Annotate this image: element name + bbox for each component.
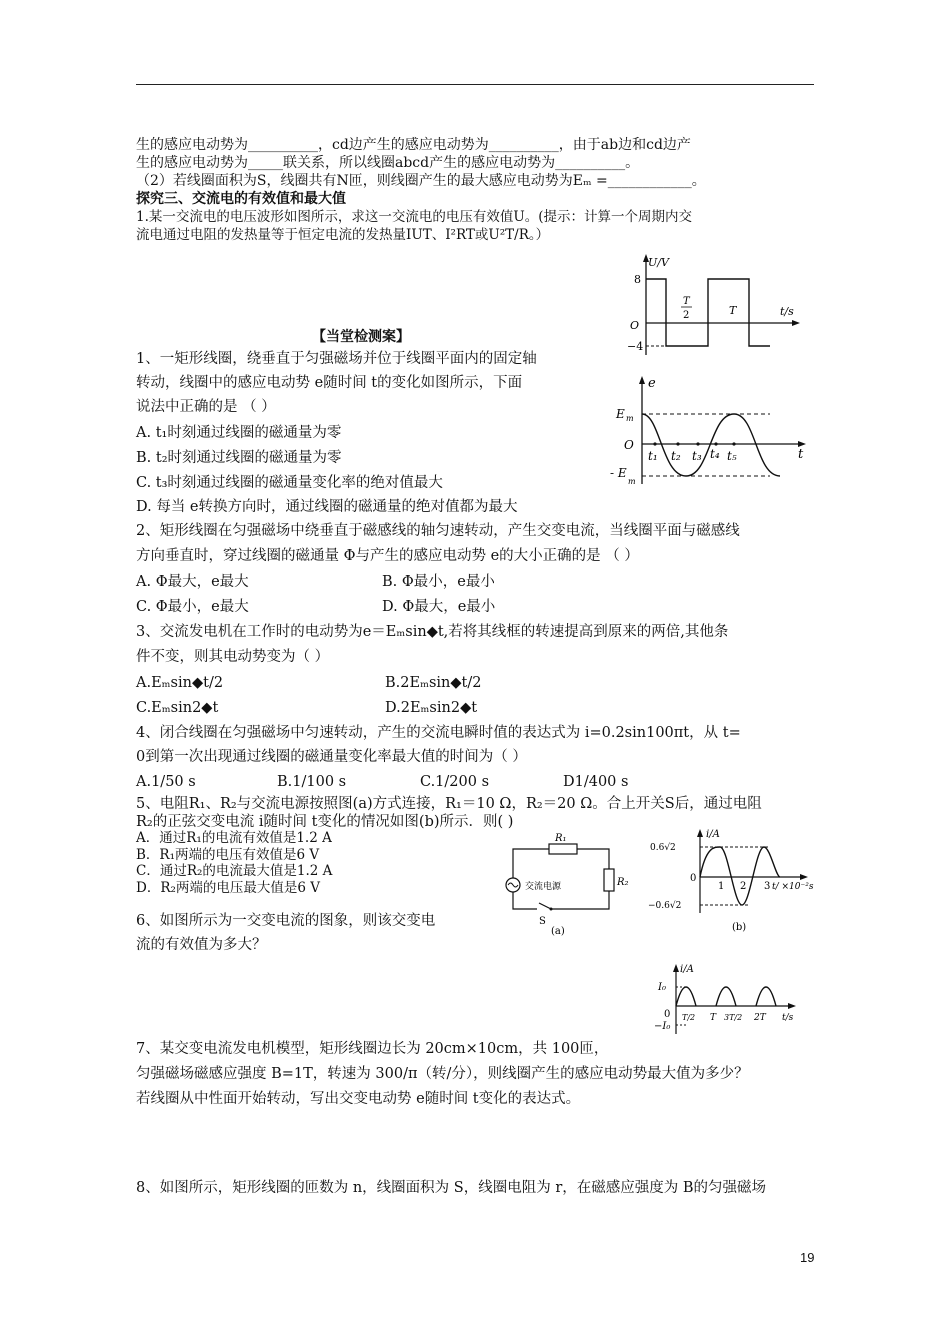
y-axis-label: U/V xyxy=(648,256,669,269)
figure-caption: (b) xyxy=(732,922,747,933)
x-tick-label: 2 xyxy=(740,881,747,892)
option: A.1/50 s xyxy=(136,774,196,790)
option: C．通过R₂的电流最大值是1.2 A xyxy=(136,863,333,879)
y-tick-label: −0.6√2 xyxy=(648,901,682,911)
y-tick-label: −4 xyxy=(627,340,644,353)
text-line: （2）若线圈面积为S，线圈共有N匝，则线圈产生的最大感应电动势为Eₘ =____________。 xyxy=(136,173,706,189)
option: B.2Eₘsin◆t/2 xyxy=(385,675,482,691)
circuit-figure xyxy=(497,833,632,937)
x-tick-label: T xyxy=(683,296,690,307)
option: C. Φ最小，e最大 xyxy=(136,599,249,615)
x-tick-label: t₅ xyxy=(727,449,737,463)
question-line: 若线圈从中性面开始转动，写出交变电动势 e随时间 t变化的表达式。 xyxy=(136,1091,581,1107)
question-line: 7、某交变电流发电机模型，矩形线圈边长为 20cm×10cm，共 100匝， xyxy=(136,1041,609,1057)
figure-caption: (a) xyxy=(551,926,565,937)
x-tick-label: T/2 xyxy=(682,1013,696,1022)
x-axis-label: t/s xyxy=(780,305,794,318)
origin-label: O xyxy=(624,438,634,452)
source-label: 交流电源 xyxy=(525,882,562,892)
question-line: 匀强磁场磁感应强度 B=1T，转速为 300/π（转/分），则线圈产生的感应电动势最大值为多少？ xyxy=(136,1066,749,1082)
origin-label: O xyxy=(630,319,640,332)
text-line: 生的感应电动势为__________，cd边产生的感应电动势为__________，由于ab边和cd边产 xyxy=(136,137,691,153)
em-sub-label: m xyxy=(628,477,636,486)
page-number: 19 xyxy=(800,1250,815,1265)
x-axis-label: t xyxy=(798,447,804,462)
question-line: 件不变，则其电动势变为（ ） xyxy=(136,649,330,665)
switch-label: S xyxy=(539,916,546,927)
current-graph-q6 xyxy=(652,962,812,1036)
question-line: 流的有效值为多大？ xyxy=(136,937,267,953)
header-rule xyxy=(136,84,814,85)
origin-label: 0 xyxy=(690,873,697,884)
option: D1/400 s xyxy=(563,774,629,790)
x-tick-label: t₂ xyxy=(671,449,681,463)
x-tick-label: t₄ xyxy=(710,447,720,461)
option: D. Φ最大，e最小 xyxy=(382,599,496,615)
x-tick-label: t₃ xyxy=(692,449,702,463)
origin-label: 0 xyxy=(664,1009,671,1020)
em-sub-label: m xyxy=(626,414,634,423)
option: C.1/200 s xyxy=(420,774,490,790)
question-line: R₂的正弦交变电流 i随时间 t变化的情况如图(b)所示．则( ) xyxy=(136,814,514,830)
neg-em-label: - E xyxy=(610,466,627,480)
option: B. t₂时刻通过线圈的磁通量为零 xyxy=(136,450,342,466)
voltage-waveform-figure xyxy=(610,252,810,362)
y-axis-label: i/A xyxy=(680,964,694,975)
x-tick-label: 2 xyxy=(683,310,690,321)
question-line: 方向垂直时，穿过线圈的磁通量 Φ与产生的感应电动势 e的大小正确的是 （ ） xyxy=(136,548,639,564)
option: A. Φ最大，e最大 xyxy=(136,574,249,590)
x-axis-label: t/s xyxy=(782,1013,794,1023)
question-line: 说法中正确的是 （ ） xyxy=(136,399,276,415)
question-line: 2、矩形线圈在匀强磁场中绕垂直于磁感线的轴匀速转动，产生交变电流，当线圈平面与磁感线 xyxy=(136,523,740,539)
r1-label: R₁ xyxy=(555,833,567,844)
option: D．R₂两端的电压最大值是6 V xyxy=(136,880,321,896)
option: D. 每当 e转换方向时，通过线圈的磁通量的绝对值都为最大 xyxy=(136,499,518,515)
option: C. t₃时刻通过线圈的磁通量变化率的绝对值最大 xyxy=(136,475,443,491)
text-line: 生的感应电动势为_____联关系，所以线圈abcd产生的感应电动势为__________。 xyxy=(136,155,640,171)
x-tick-label: 2T xyxy=(754,1013,766,1023)
x-axis-label: t/ ×10⁻²s xyxy=(772,882,814,892)
question-line: 0到第一次出现通过线圈的磁通量变化率最大值的时间为（ ） xyxy=(136,749,527,765)
question-line: 6、如图所示为一交变电流的图象，则该交变电 xyxy=(136,913,436,929)
question-line: 5、电阻R₁、R₂与交流电源按照图(a)方式连接，R₁＝10 Ω，R₂＝20 Ω。合上开关S后，通过电阻 xyxy=(136,796,762,812)
option: B. Φ最小，e最小 xyxy=(382,574,495,590)
y-tick-label: I₀ xyxy=(658,982,666,993)
option: C.Eₘsin2◆t xyxy=(136,700,219,716)
option: B.1/100 s xyxy=(277,774,347,790)
question-line: 8、如图所示，矩形线圈的匝数为 n，线圈面积为 S，线圈电阻为 r，在磁感应强度为 B的匀强磁场 xyxy=(136,1180,767,1196)
x-tick-label: 3 xyxy=(764,881,771,892)
section-title: 探究三、交流电的有效值和最大值 xyxy=(136,191,346,207)
current-graph-b xyxy=(648,827,823,935)
x-tick-label: T xyxy=(729,304,737,317)
section-title: 【当堂检测案】 xyxy=(312,329,410,345)
x-tick-label: T xyxy=(710,1013,717,1023)
option: A.Eₘsin◆t/2 xyxy=(136,675,224,691)
question-line: 3、交流发电机在工作时的电动势为e＝Eₘsin◆t,若将其线框的转速提高到原来的两倍,其他条 xyxy=(136,624,729,640)
text-line: 1.某一交流电的电压波形如图所示，求这一交流电的电压有效值U。(提示：计算一个周期内交 xyxy=(136,209,693,225)
r2-label: R₂ xyxy=(617,877,629,888)
question-line: 1、一矩形线圈，绕垂直于匀强磁场并位于线圈平面内的固定轴 xyxy=(136,351,537,367)
em-label: E xyxy=(616,407,625,421)
option: A. t₁时刻通过线圈的磁通量为零 xyxy=(136,425,342,441)
y-tick-label: −I₀ xyxy=(654,1021,671,1032)
emf-sine-figure xyxy=(610,372,815,490)
question-line: 转动，线圈中的感应电动势 e随时间 t的变化如图所示，下面 xyxy=(136,375,523,391)
option: B．R₁两端的电压有效值是6 V xyxy=(136,847,320,863)
y-axis-label: i/A xyxy=(706,829,720,840)
option: D.2Eₘsin2◆t xyxy=(385,700,478,716)
option: A．通过R₁的电流有效值是1.2 A xyxy=(136,830,332,846)
y-axis-label: e xyxy=(648,376,656,391)
x-tick-label: 1 xyxy=(718,881,725,892)
x-tick-label: t₁ xyxy=(648,449,658,463)
question-line: 4、闭合线圈在匀强磁场中匀速转动，产生的交流电瞬时值的表达式为 i=0.2sin100πt，从 t= xyxy=(136,725,741,741)
x-tick-label: 3T/2 xyxy=(724,1013,743,1022)
text-line: 流电通过电阻的发热量等于恒定电流的发热量IUT、I²RT或U²T/R。） xyxy=(136,227,550,243)
y-tick-label: 8 xyxy=(634,273,641,286)
y-tick-label: 0.6√2 xyxy=(650,843,676,853)
